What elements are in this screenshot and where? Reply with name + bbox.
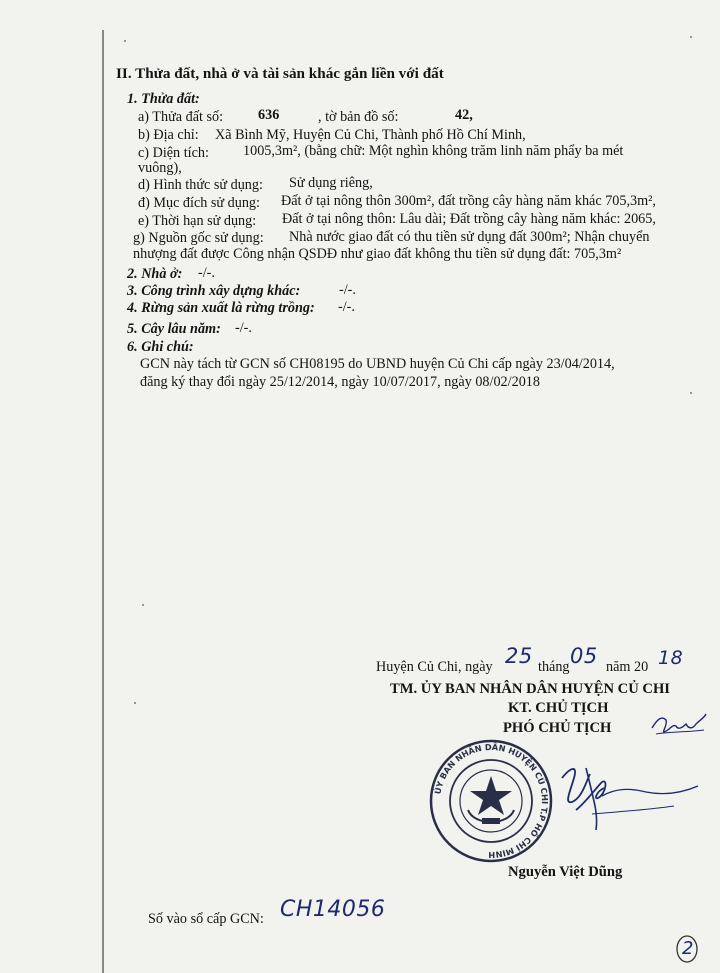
house-label: 2. Nhà ở: bbox=[127, 266, 183, 282]
parcel-number: 636 bbox=[258, 107, 280, 123]
scan-speck bbox=[124, 40, 126, 42]
origin-value-cont: nhượng đất được Công nhận QSDĐ như giao đất không thu tiền sử dụng đất: 705,3m² bbox=[133, 246, 622, 262]
area-label: c) Diện tích: bbox=[138, 145, 209, 161]
map-number: 42, bbox=[455, 107, 473, 123]
issuing-organization: TM. ỦY BAN NHÂN DÂN HUYỆN CỦ CHI bbox=[390, 681, 670, 697]
scan-speck bbox=[142, 604, 144, 606]
date-year-suffix: 18 bbox=[658, 647, 684, 669]
initial-signature bbox=[648, 710, 710, 740]
notes-line-2: đăng ký thay đổi ngày 25/12/2014, ngày 10/07/2017, ngày 08/02/2018 bbox=[140, 374, 540, 390]
area-value: 1005,3m², (bằng chữ: Một nghìn không trăm linh năm phẩy ba mét bbox=[243, 143, 624, 159]
origin-value: Nhà nước giao đất có thu tiền sử dụng đất 300m²; Nhận chuyển bbox=[289, 229, 650, 245]
date-month-label: tháng bbox=[538, 659, 570, 675]
date-year-label: năm 20 bbox=[606, 659, 649, 675]
signer-title-1: KT. CHỦ TỊCH bbox=[508, 700, 609, 716]
date-day: 25 bbox=[505, 644, 533, 668]
signature bbox=[556, 738, 706, 848]
forest-value: -/-. bbox=[338, 299, 355, 315]
term-label: e) Thời hạn sử dụng: bbox=[138, 213, 257, 229]
notes-label: 6. Ghi chú: bbox=[127, 339, 194, 355]
perennial-value: -/-. bbox=[235, 320, 252, 336]
address-label: b) Địa chỉ: bbox=[138, 127, 199, 143]
scan-speck bbox=[134, 702, 136, 704]
use-form-value: Sử dụng riêng, bbox=[289, 175, 373, 191]
scan-speck bbox=[690, 392, 692, 394]
signer-title-2: PHÓ CHỦ TỊCH bbox=[503, 720, 612, 736]
origin-label: g) Nguồn gốc sử dụng: bbox=[133, 230, 264, 246]
house-value: -/-. bbox=[198, 265, 215, 281]
page-number: 2 bbox=[682, 938, 694, 959]
use-form-label: d) Hình thức sử dụng: bbox=[138, 177, 263, 193]
seal-text: ỦY BAN NHÂN DÂN HUYỆN CỦ CHI T.P HỒ CHÍ MINH bbox=[432, 741, 551, 861]
land-heading: 1. Thửa đất: bbox=[127, 91, 200, 107]
section-title: II. Thửa đất, nhà ở và tài sản khác gắn liền với đất bbox=[116, 65, 444, 82]
signer-name: Nguyễn Việt Dũng bbox=[508, 864, 623, 880]
perennial-label: 5. Cây lâu năm: bbox=[127, 321, 221, 337]
forest-label: 4. Rừng sản xuất là rừng trồng: bbox=[127, 300, 315, 316]
purpose-label: đ) Mục đích sử dụng: bbox=[138, 195, 260, 211]
purpose-value: Đất ở tại nông thôn 300m², đất trồng cây hàng năm khác 705,3m², bbox=[281, 193, 656, 209]
registry-label: Số vào sổ cấp GCN: bbox=[148, 911, 264, 927]
official-seal bbox=[428, 738, 554, 864]
date-month: 05 bbox=[570, 644, 598, 668]
notes-line-1: GCN này tách từ GCN số CH08195 do UBND huyện Củ Chi cấp ngày 23/04/2014, bbox=[140, 356, 615, 372]
address-value: Xã Bình Mỹ, Huyện Củ Chi, Thành phố Hồ Chí Minh, bbox=[215, 127, 526, 143]
page-fold-line bbox=[102, 30, 104, 973]
other-works-value: -/-. bbox=[339, 282, 356, 298]
scan-speck bbox=[690, 36, 692, 38]
area-value-cont: vuông), bbox=[138, 160, 182, 176]
parcel-label: a) Thửa đất số: bbox=[138, 109, 224, 125]
registry-number: CH14056 bbox=[280, 897, 386, 922]
date-place: Huyện Củ Chi, ngày bbox=[376, 659, 493, 675]
other-works-label: 3. Công trình xây dựng khác: bbox=[127, 283, 301, 299]
map-label: , tờ bản đồ số: bbox=[318, 109, 399, 125]
term-value: Đất ở tại nông thôn: Lâu dài; Đất trồng cây hàng năm khác: 2065, bbox=[282, 211, 656, 227]
